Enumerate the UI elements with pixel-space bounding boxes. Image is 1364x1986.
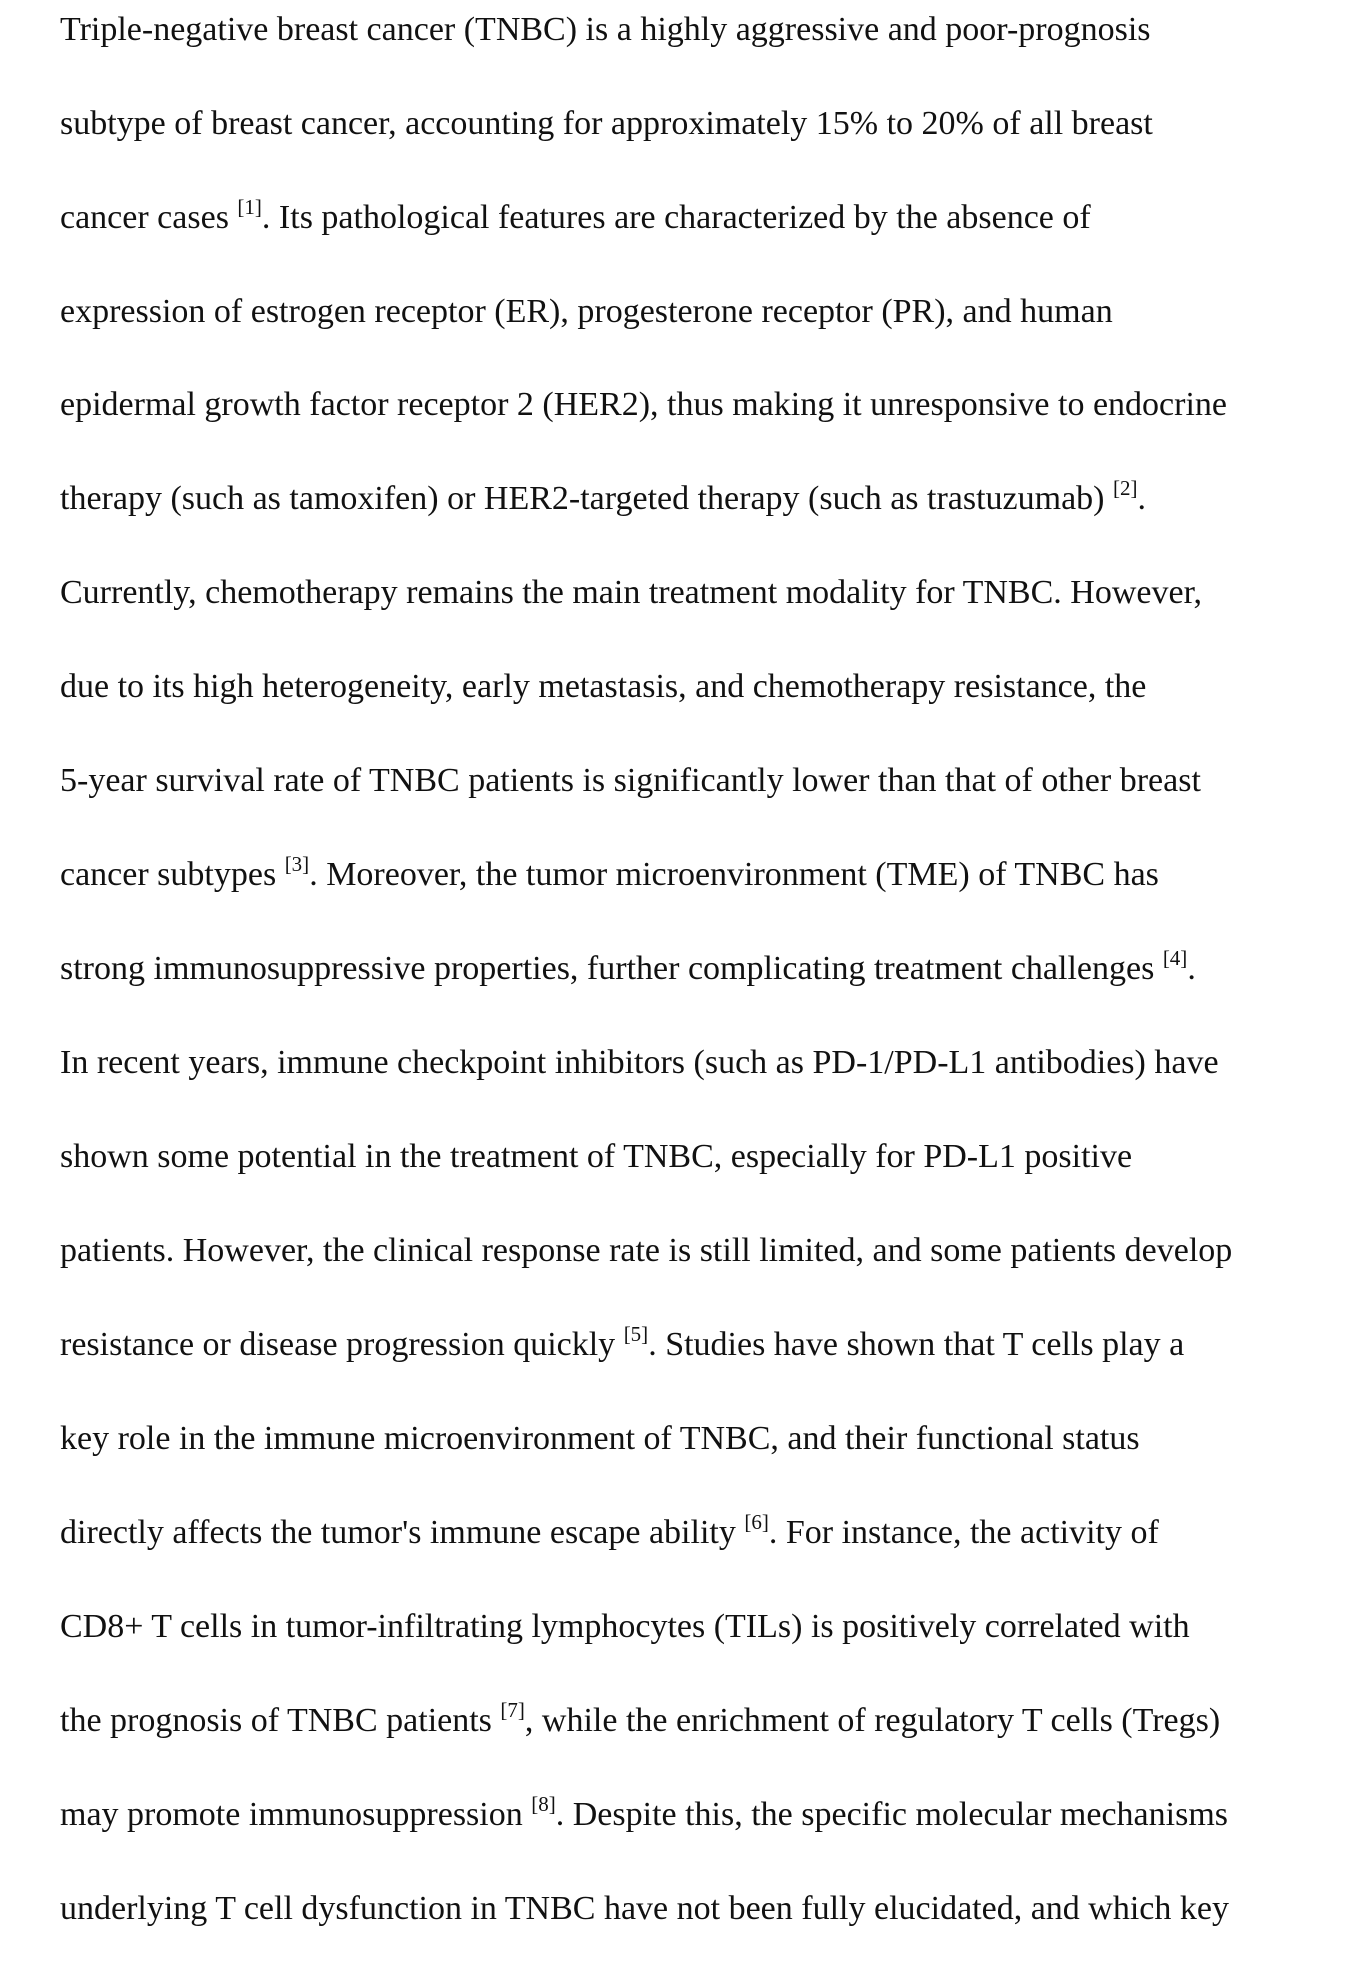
text-line [60,851,1350,895]
text-segment: may promote immunosuppression [60,1796,532,1833]
citation-marker: [1] [237,194,262,219]
text-segment: therapy (such as tamoxifen) or HER2-targeted therapy (such as trastuzumab) [60,480,1114,517]
text-segment: resistance or disease progression quickly [60,1326,624,1363]
citation-marker: [3] [284,851,310,876]
citation-marker: [7] [500,1697,525,1722]
text-line: expression of estrogen receptor (ER), progesterone receptor (PR), and human [60,293,1113,330]
text-segment: . For instance, the activity of [768,1514,1159,1551]
citation-marker: [2] [1113,475,1138,500]
citation-marker: [8] [531,1791,556,1816]
citation-marker: [4] [1162,945,1188,970]
text-line [60,1791,1350,1835]
text-line [60,194,1350,238]
text-segment: the prognosis of TNBC patients [60,1702,501,1739]
text-line: epidermal growth factor receptor 2 (HER2), thus making it unresponsive to endocrine [60,386,1227,423]
text-segment: . Despite this, the specific molecular mechanisms [555,1796,1228,1833]
text-segment: directly affects the tumor's immune escape ability [60,1514,745,1551]
text-line: due to its high heterogeneity, early metastasis, and chemotherapy resistance, the [60,668,1147,705]
text-line [60,1697,1350,1741]
text-segment: . [1187,950,1196,987]
citation-marker: [6] [744,1509,769,1534]
text-line: subtype of breast cancer, accounting for approximately 15% to 20% of all breast [60,105,1153,142]
text-segment: . Studies have shown that T cells play a [648,1326,1185,1363]
text-segment: , while the enrichment of regulatory T cells (Tregs) [524,1702,1221,1739]
text-line: patients. However, the clinical response rate is still limited, and some patients develop [60,1232,1233,1269]
text-segment: cancer subtypes [60,856,285,893]
text-segment: strong immunosuppressive properties, further complicating treatment challenges [60,950,1163,987]
text-line: shown some potential in the treatment of TNBC, especially for PD-L1 positive [60,1138,1133,1175]
text-line: underlying T cell dysfunction in TNBC have not been fully elucidated, and which key [60,1890,1229,1927]
text-line: key role in the immune microenvironment of TNBC, and their functional status [60,1420,1140,1457]
text-line: CD8+ T cells in tumor-infiltrating lymphocytes (TILs) is positively correlated with [60,1608,1190,1645]
text-segment: . Moreover, the tumor microenvironment (TME) of TNBC has [309,856,1159,893]
text-segment: cancer cases [60,199,238,236]
text-segment: . Its pathological features are characterized by the absence of [261,199,1091,236]
text-line [60,1509,1350,1553]
text-line: In recent years, immune checkpoint inhibitors (such as PD-1/PD-L1 antibodies) have [60,1044,1219,1081]
citation-marker: [5] [623,1321,649,1346]
text-line [60,1321,1350,1365]
text-line: 5-year survival rate of TNBC patients is significantly lower than that of other breast [60,762,1201,799]
text-line [60,475,1350,519]
text-line: Currently, chemotherapy remains the main treatment modality for TNBC. However, [60,574,1203,611]
text-line: Triple-negative breast cancer (TNBC) is a highly aggressive and poor-prognosis [60,11,1151,48]
text-line [60,945,1350,989]
text-segment: . [1137,480,1147,517]
